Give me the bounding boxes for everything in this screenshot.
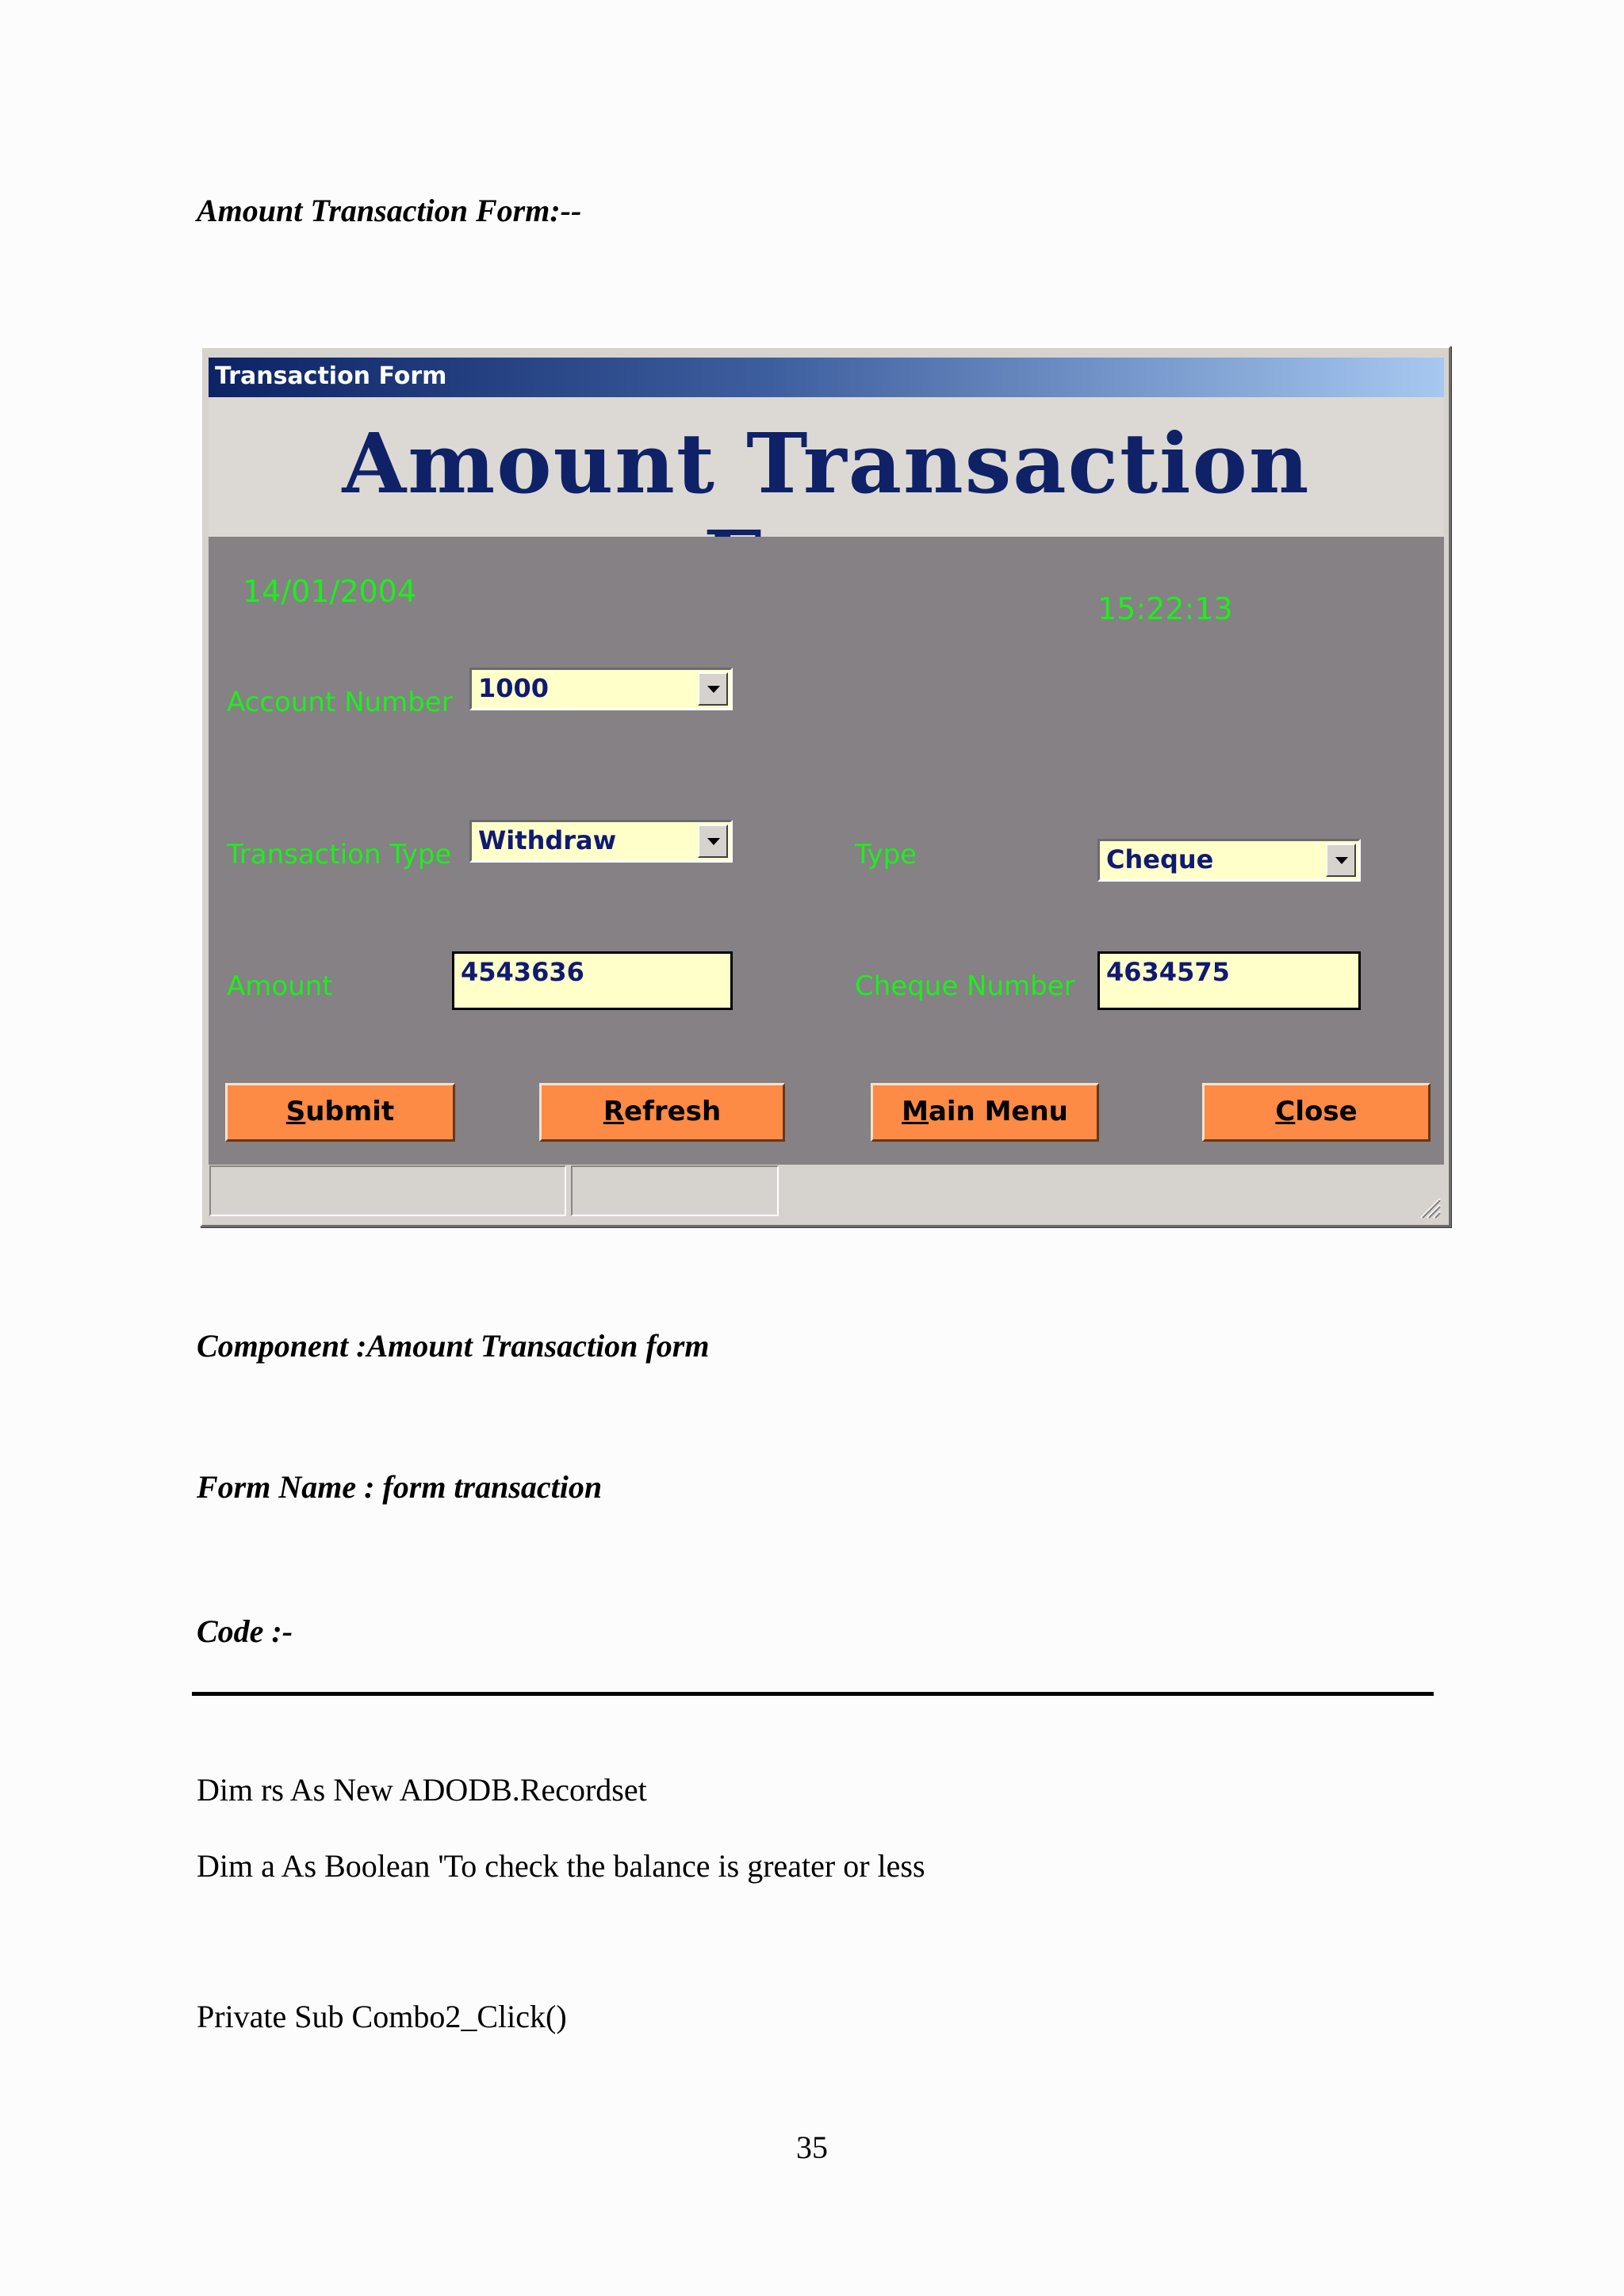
type-combo[interactable] <box>1097 839 1361 882</box>
refresh-accel: R <box>603 1096 625 1127</box>
window-title: Transaction Form <box>215 362 447 390</box>
refresh-button[interactable] <box>539 1083 785 1142</box>
type-label: Type <box>855 839 917 871</box>
component-line: Component :Amount Transaction form <box>197 1328 710 1364</box>
banner-title: Amount Transaction <box>342 415 1311 512</box>
chevron-down-icon[interactable] <box>1326 844 1356 877</box>
status-panel-2 <box>571 1165 779 1216</box>
close-accel: C <box>1275 1096 1296 1127</box>
submit-label: ubmit <box>305 1096 395 1127</box>
main-menu-label: ain Menu <box>928 1096 1068 1127</box>
code-line: Dim rs As New ADODB.Recordset <box>197 1772 647 1808</box>
amount-label: Amount <box>227 970 333 1002</box>
chevron-down-icon[interactable] <box>698 672 728 706</box>
form-name-line: Form Name : form transaction <box>197 1469 603 1505</box>
transaction-type-value: Withdraw <box>478 825 617 855</box>
close-label: lose <box>1295 1096 1358 1127</box>
page-number: 35 <box>796 2130 828 2165</box>
resize-grip-icon[interactable] <box>1416 1194 1442 1219</box>
code-heading: Code :- <box>197 1613 293 1649</box>
time-display: 15:22:13 <box>1097 591 1233 626</box>
window-titlebar[interactable] <box>209 358 1444 397</box>
submit-accel: S <box>285 1096 306 1127</box>
account-number-value: 1000 <box>478 673 550 703</box>
type-value: Cheque <box>1106 844 1214 874</box>
amount-input[interactable] <box>452 951 733 1010</box>
cheque-number-input[interactable] <box>1097 951 1361 1010</box>
close-button[interactable] <box>1202 1083 1431 1142</box>
chevron-down-icon[interactable] <box>698 825 728 858</box>
status-panel-1 <box>209 1165 566 1216</box>
code-line: Dim a As Boolean 'To check the balance is greater or less <box>197 1848 925 1884</box>
divider <box>192 1692 1434 1696</box>
form-banner <box>209 397 1444 537</box>
submit-button[interactable] <box>225 1083 455 1142</box>
refresh-label: efresh <box>624 1096 722 1127</box>
date-display: 14/01/2004 <box>243 574 417 609</box>
amount-value: 4543636 <box>461 957 584 987</box>
cheque-number-value: 4634575 <box>1106 957 1230 987</box>
account-number-combo[interactable] <box>469 668 733 710</box>
section-heading: Amount Transaction Form:-- <box>197 193 582 228</box>
main-menu-button[interactable] <box>871 1083 1099 1142</box>
cheque-number-label: Cheque Number <box>855 970 1075 1002</box>
transaction-type-label: Transaction Type <box>227 839 452 871</box>
account-number-label: Account Number <box>227 687 453 718</box>
transaction-type-combo[interactable] <box>469 820 733 863</box>
code-line: Private Sub Combo2_Click() <box>197 1999 567 2034</box>
main-menu-accel: M <box>902 1096 929 1127</box>
